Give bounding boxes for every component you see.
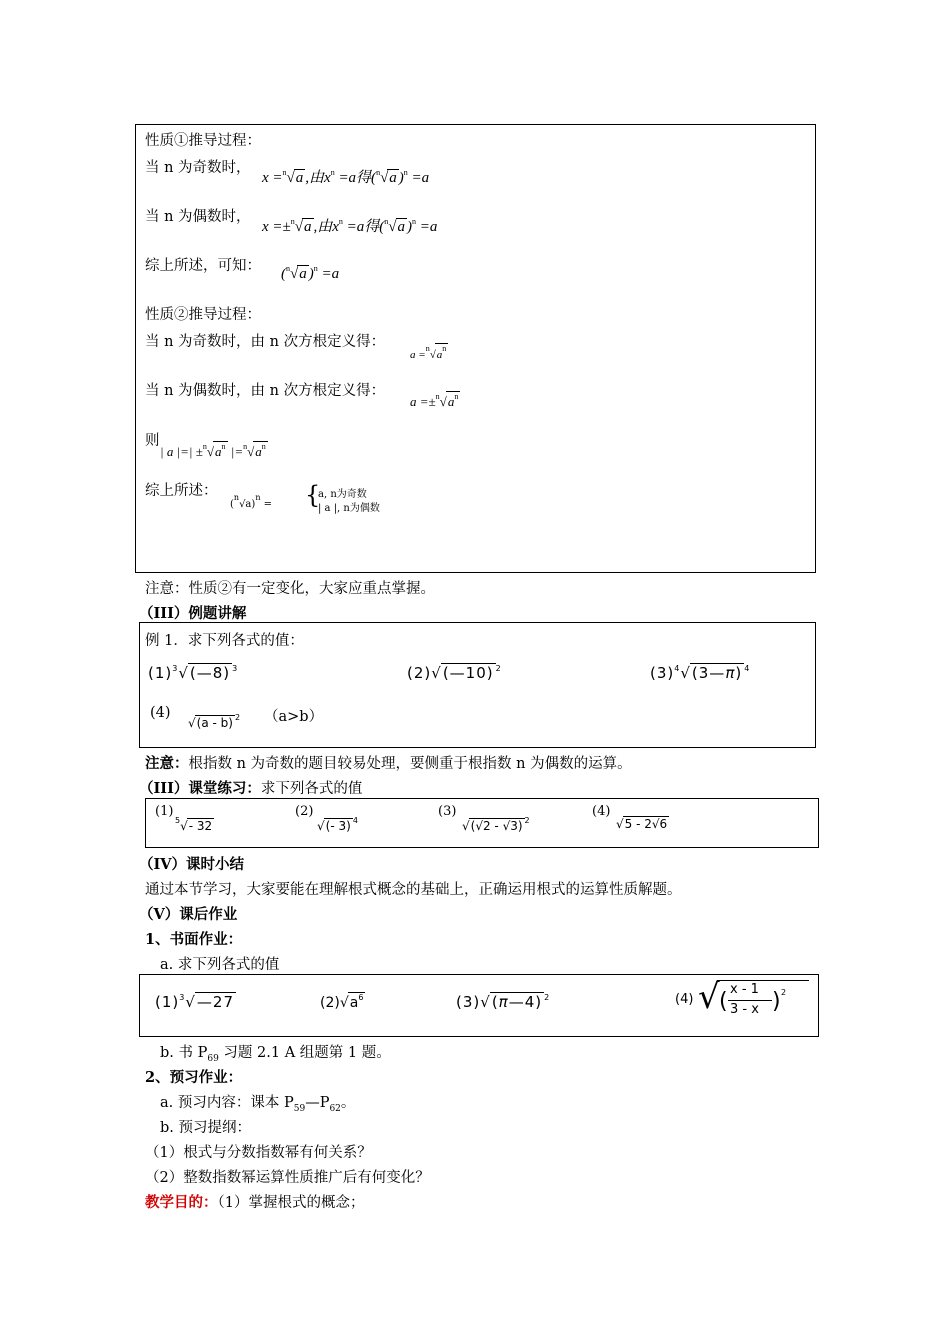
- example-item-3: $(3)^4√(3—\pi)$ $^4$: [650, 664, 751, 682]
- note-even-root-label: 注意：: [145, 755, 189, 772]
- practice-item-3: (3) √(√2 - √3) $^2$: [438, 804, 530, 833]
- section-homework-heading: （V）课后作业: [139, 906, 238, 923]
- summary-text: 通过本节学习，大家要能在理解根式概念的基础上，正确运用根式的运算性质解题。: [145, 882, 682, 898]
- written-homework-a: a. 求下列各式的值: [160, 957, 280, 973]
- prop1-title: 性质①推导过程：: [145, 133, 261, 149]
- note-even-root: [145, 752, 632, 773]
- example-item-2: (2)√(—10) $^2$: [407, 664, 502, 682]
- section-summary-heading: （IV）课时小结: [139, 856, 245, 873]
- preview-homework-title: 2、预习作业：: [145, 1069, 243, 1086]
- written-homework-title: 1、书面作业：: [145, 931, 243, 948]
- teaching-goal: [145, 1191, 364, 1212]
- example-item-4-label: (4): [150, 705, 171, 721]
- example-title: 例 1．求下列各式的值：: [145, 633, 304, 649]
- example-item-1: $(1)^3√(—8)$ $^3$: [148, 664, 239, 682]
- practice-label: （III）课堂练习：: [139, 780, 261, 797]
- prop2-title: 性质②推导过程：: [145, 307, 261, 323]
- prop2-then-label: 则: [145, 433, 160, 449]
- teaching-goal-text: （1）掌握根式的概念；: [217, 1195, 365, 1211]
- prop2-then-formula: | a |=| $\pm^n√a^n$ $|=^n√a^n$: [160, 442, 266, 459]
- preview-question-1: （1）根式与分数指数幂有何关系？: [145, 1145, 372, 1161]
- prop1-odd-label: 当 n 为奇数时，: [145, 160, 251, 176]
- prop2-summary-label: 综上所述：: [145, 483, 218, 499]
- teaching-goal-label: 教学目的：: [145, 1194, 218, 1211]
- preview-outline: b. 预习提纲：: [160, 1120, 251, 1136]
- section-examples-heading: （III）例题讲解: [139, 605, 247, 622]
- prop1-even-label: 当 n 为偶数时，: [145, 209, 251, 225]
- case-odd: a, n为奇数: [318, 489, 367, 500]
- practice-item-2: (2) √(- 3) $^4$: [295, 804, 358, 833]
- preview-content: a. 预习内容：课本 $P_{59}—P_{62}$。: [160, 1095, 356, 1114]
- practice-text: 求下列各式的值: [260, 781, 363, 797]
- section-practice-heading: [139, 777, 362, 798]
- prop2-odd-formula: $a =^n√a^n$: [410, 344, 447, 361]
- prop2-even-label: 当 n 为偶数时，由 n 次方根定义得：: [145, 383, 386, 399]
- practice-item-4: (4) √5 - 2√6: [592, 804, 668, 831]
- prop2-odd-label: 当 n 为奇数时，由 n 次方根定义得：: [145, 334, 386, 350]
- prop1-summary-formula: ($^n$√a )$^n$ =a: [281, 264, 340, 282]
- example-item-4-condition: （a>b）: [264, 709, 324, 725]
- prop1-summary-label: 综上所述，可知：: [145, 258, 261, 274]
- prop2-even-formula: $a =\pm^n√a^n$: [410, 392, 459, 409]
- homework-item-1: $(1)^3√—27$: [155, 993, 234, 1011]
- example-item-4-formula: √(a - b) $^2$: [188, 713, 241, 730]
- homework-item-2: $(2)√a^6$: [320, 993, 364, 1011]
- fraction-numerator: x - 1: [730, 982, 759, 997]
- homework-item-3: (3)√(π—4) $^2$: [456, 993, 551, 1011]
- note-property2: 注意：性质②有一定变化，大家应重点掌握。: [145, 581, 435, 597]
- preview-question-2: （2）整数指数幂运算性质推广后有何变化？: [145, 1170, 430, 1186]
- case-even: | a |, n为偶数: [318, 503, 380, 514]
- fraction-denominator: 3 - x: [730, 1002, 759, 1017]
- prop1-even-formula: x =±$^n$√a ,由$x^n =a$得($^n$√a )$^n$ =a: [262, 217, 438, 235]
- prop1-odd-formula: x =$^n$√a ,由$x^n =a$得($^n$√a )$^n$ =a: [262, 168, 430, 186]
- homework-item-4-label: (4): [675, 992, 694, 1007]
- note-even-root-text: 根指数 n 为奇数的题目较易处理，要侧重于根指数 n 为偶数的运算。: [188, 756, 632, 772]
- written-homework-b: b. 书 $P_{69}$ 习题 2.1 A 组题第 1 题。: [160, 1045, 391, 1064]
- practice-item-1: (1) $^5$√- 32: [155, 804, 213, 833]
